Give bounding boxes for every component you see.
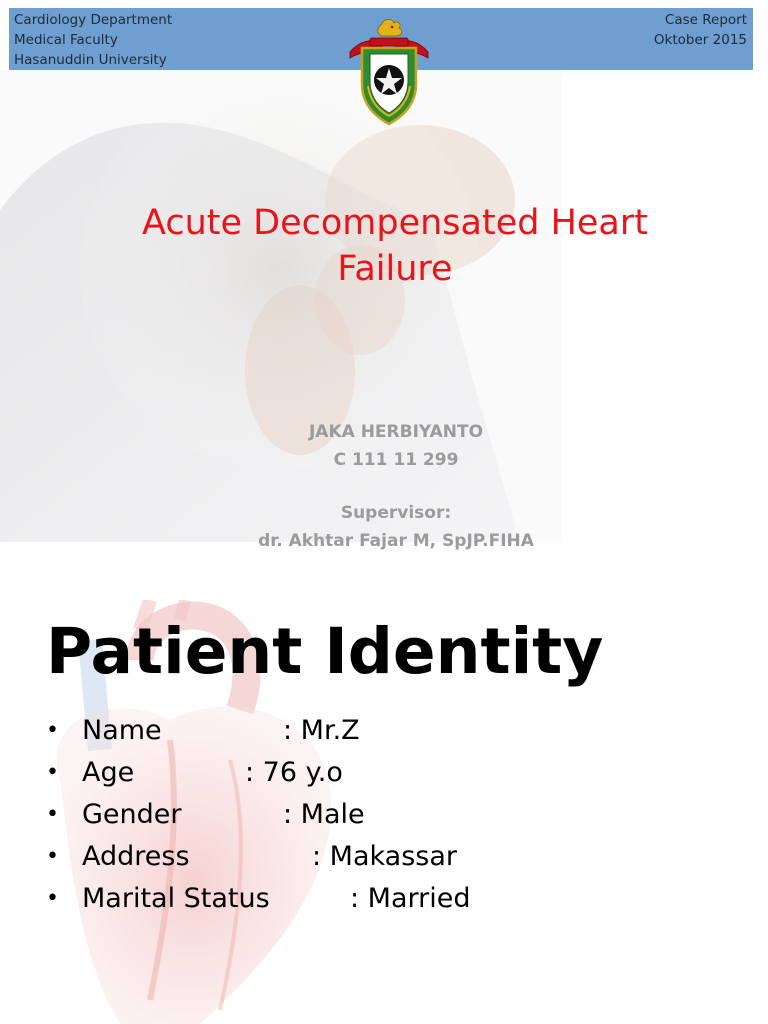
field-label-marital-status: Marital Status — [82, 883, 270, 914]
field-value-gender: : Male — [283, 799, 365, 830]
department-line: Cardiology Department — [14, 12, 173, 28]
university-line: Hasanuddin University — [14, 52, 167, 68]
field-label-age: Age — [82, 757, 135, 788]
field-value-address: : Makassar — [312, 841, 458, 872]
title-line-1: Acute Decompensated Heart — [142, 203, 648, 243]
slide-title: Patient Identity — [46, 615, 604, 688]
field-value-marital-status: : Married — [350, 883, 471, 914]
bullet-icon: • — [46, 844, 59, 869]
supervisor-name: dr. Akhtar Fajar M, SpJP.FIHA — [258, 531, 534, 551]
patient-identity-slide — [0, 560, 768, 1024]
title-line-2: Failure — [337, 249, 453, 289]
presentation-title — [60, 200, 730, 292]
report-type: Case Report — [664, 12, 747, 28]
field-value-age: : 76 y.o — [245, 757, 343, 788]
faculty-line: Medical Faculty — [14, 32, 118, 48]
institution-info — [14, 10, 172, 70]
bullet-icon: • — [46, 886, 59, 911]
university-emblem-icon — [346, 18, 432, 128]
spacer — [196, 474, 596, 499]
bullet-icon: • — [46, 760, 59, 785]
bullet-icon: • — [46, 718, 59, 743]
field-label-name: Name — [82, 715, 162, 746]
author-id: C 111 11 299 — [333, 450, 459, 470]
field-label-address: Address — [82, 841, 190, 872]
bullet-icon: • — [46, 802, 59, 827]
author-name: JAKA HERBIYANTO — [308, 422, 484, 442]
supervisor-label: Supervisor: — [340, 503, 452, 523]
author-block — [196, 418, 596, 555]
field-value-name: : Mr.Z — [283, 715, 360, 746]
field-label-gender: Gender — [82, 799, 182, 830]
report-date: Oktober 2015 — [653, 32, 747, 48]
report-info — [654, 10, 747, 50]
